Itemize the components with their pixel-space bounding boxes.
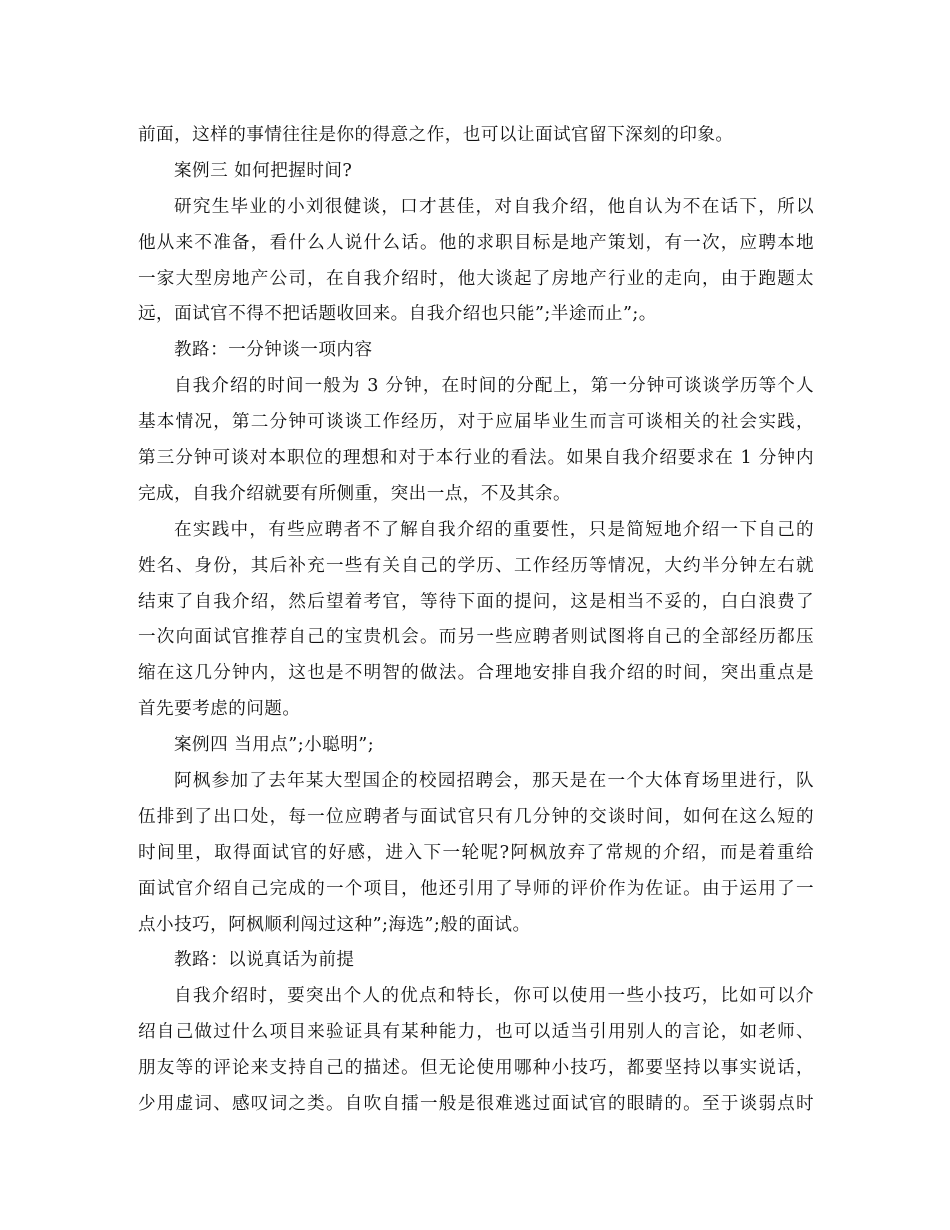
text-line: 少用虚词、感叹词之类。自吹自擂一般是很难逃过面试官的眼睛的。至于谈弱点时 (138, 1094, 814, 1115)
text-line: 一家大型房地产公司，在自我介绍时，他大谈起了房地产行业的走向，由于跑题太 (138, 268, 814, 289)
text-line: 教路：以说真话为前提 (174, 950, 355, 971)
text-line: 伍排到了出口处，每一位应聘者与面试官只有几分钟的交谈时间，如何在这么短的 (138, 806, 814, 827)
text-line: 朋友等的评论来支持自己的描述。但无论使用哪种小技巧，都要坚持以事实说话， (138, 1058, 814, 1079)
text-line: 结束了自我介绍，然后望着考官，等待下面的提问，这是相当不妥的，白白浪费了 (138, 591, 814, 612)
text-line: 绍自己做过什么项目来验证具有某种能力，也可以适当引用别人的言论，如老师、 (138, 1022, 814, 1043)
text-line: 阿枫参加了去年某大型国企的校园招聘会，那天是在一个大体育场里进行，队 (174, 771, 814, 792)
text-line: 在实践中，有些应聘者不了解自我介绍的重要性，只是简短地介绍一下自己的 (174, 519, 814, 540)
text-line: 完成，自我介绍就要有所侧重，突出一点，不及其余。 (138, 483, 572, 504)
text-line: 时间里，取得面试官的好感，进入下一轮呢?阿枫放弃了常规的介绍，而是着重给 (138, 842, 814, 863)
text-line: 教路：一分钟谈一项内容 (174, 340, 373, 361)
text-line: 远，面试官不得不把话题收回来。自我介绍也只能”;半途而止”;。 (138, 304, 657, 325)
text-line: 姓名、身份，其后补充一些有关自己的学历、工作经历等情况，大约半分钟左右就 (138, 555, 814, 576)
text-line: 案例三 如何把握时间? (174, 160, 353, 181)
text-line: 他从来不准备，看什么人说什么话。他的求职目标是地产策划，有一次，应聘本地 (138, 232, 814, 253)
text-line: 第三分钟可谈对本职位的理想和对于本行业的看法。如果自我介绍要求在 1 分钟内 (138, 448, 814, 469)
text-line: 自我介绍时，要突出个人的优点和特长，你可以使用一些小技巧，比如可以介 (174, 986, 814, 1007)
text-line: 点小技巧，阿枫顺利闯过这种”;海选”;般的面试。 (138, 914, 531, 935)
text-line: 研究生毕业的小刘很健谈，口才甚佳，对自我介绍，他自认为不在话下，所以 (174, 196, 814, 217)
text-line: 一次向面试官推荐自己的宝贵机会。而另一些应聘者则试图将自己的全部经历都压 (138, 627, 814, 648)
text-line: 基本情况，第二分钟可谈谈工作经历，对于应届毕业生而言可谈相关的社会实践， (138, 412, 814, 433)
text-line: 前面，这样的事情往往是你的得意之作，也可以让面试官留下深刻的印象。 (138, 125, 734, 145)
text-line: 首先要考虑的问题。 (138, 699, 301, 720)
text-line: 自我介绍的时间一般为 3 分钟，在时间的分配上，第一分钟可谈谈学历等个人 (174, 376, 814, 397)
document-page (138, 118, 814, 1123)
text-line: 缩在这几分钟内，这也是不明智的做法。合理地安排自我介绍的时间，突出重点是 (138, 663, 814, 684)
text-line: 面试官介绍自己完成的一个项目，他还引用了导师的评价作为佐证。由于运用了一 (138, 878, 814, 899)
text-line: 案例四 当用点”;小聪明”; (174, 735, 375, 756)
